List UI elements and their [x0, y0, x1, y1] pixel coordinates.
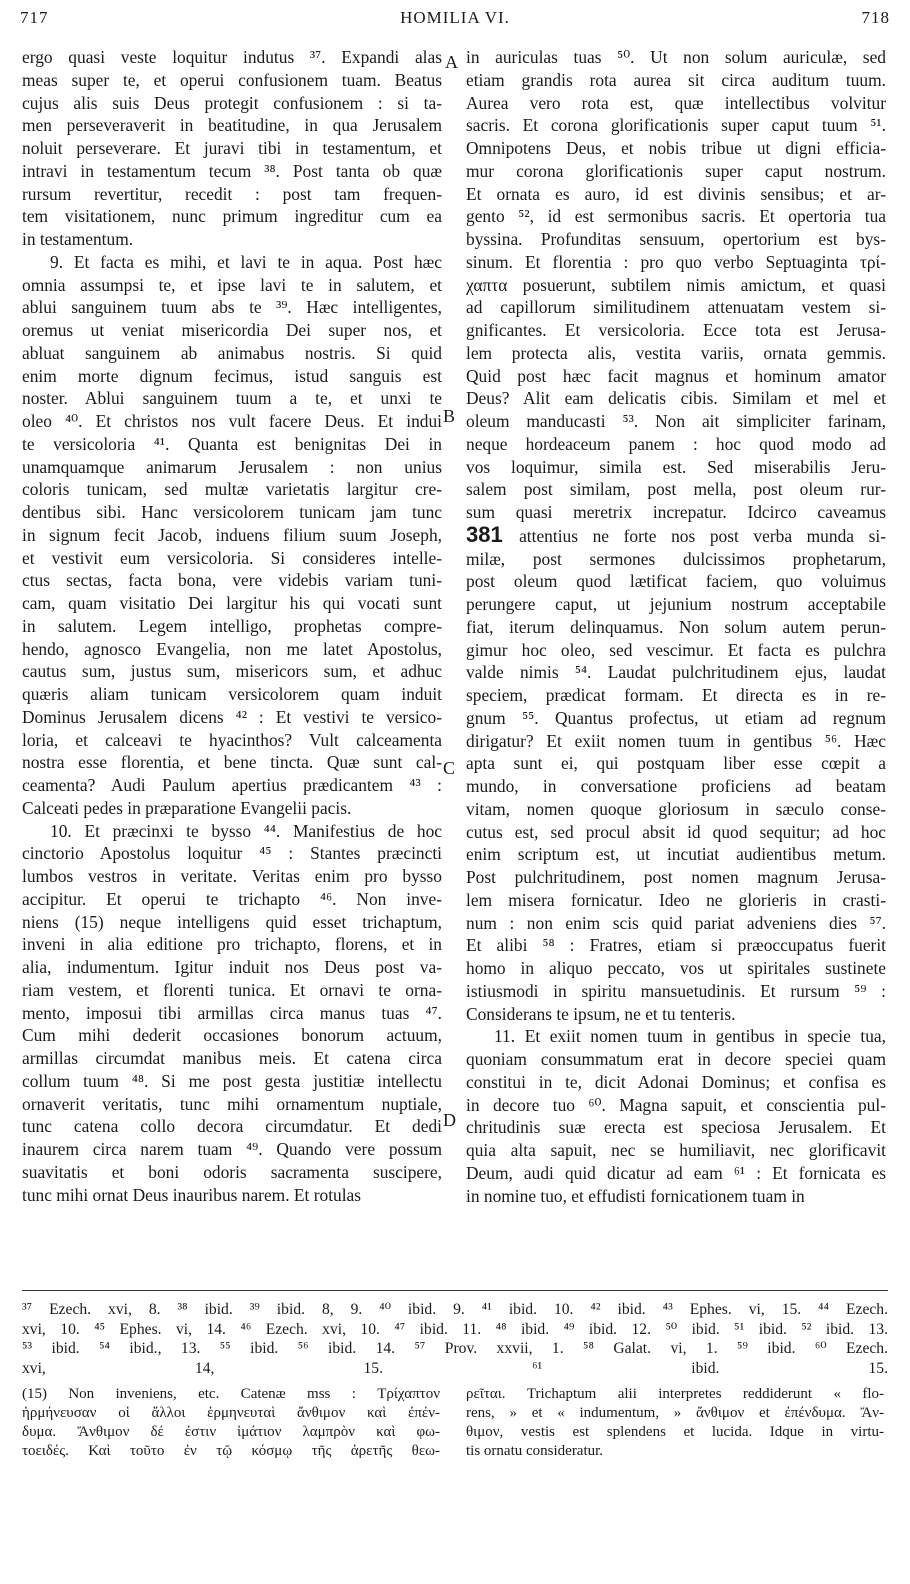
right-column: [466, 46, 886, 1207]
text-line: Aurea vero rota est, quæ intellectibus volvitur: [466, 92, 886, 113]
critical-note-line: τοειδές. Καὶ τοῦτο ἐν τῷ κόσμῳ τῆς ἀρετῆς θεω-: [22, 1443, 440, 1459]
text-line: cam, quam visitatio Dei largitur his qui vocati sunt: [22, 593, 442, 613]
critical-note-line: δυμα. Ἄνθιμον δέ ἐστιν ἱμάτιον λαμπρὸν καὶ φω-: [22, 1424, 440, 1440]
left-column: [22, 46, 442, 1206]
text-line: quæris aliam tunicam versicolorem quam induit: [22, 684, 442, 704]
text-line: tunc catena collo decora circumdatur. Et dedi: [22, 1116, 442, 1137]
text-line: sum quasi meretrix increpatur. Idcirco caveamus: [466, 502, 886, 522]
text-line: cautus sum, justus sum, misericors sum, et adhuc: [22, 661, 442, 682]
margin-letter-a: A: [445, 52, 458, 72]
text-line: tem visitationem, nunc primum ingreditur cum ea: [22, 206, 442, 227]
text-line: collum tuum ⁴⁸. Si me post gesta justitiæ intellectu: [22, 1070, 442, 1091]
critical-note-line: ἡρμήνευσαν οἱ ἄλλοι ἑρμηνευταὶ ἄνθιμον καὶ ἐπέν-: [22, 1405, 440, 1421]
text-line: salem post similam, post mella, post oleum rur-: [466, 479, 886, 500]
text-line: etiam grandis rota aurea sit circa auditum tuum.: [466, 69, 886, 90]
text-line: oremus ut veniat misericordia Dei super nos, et: [22, 320, 442, 340]
text-line: Dominus Jerusalem dicens ⁴² : Et vestivi te versico-: [22, 706, 442, 727]
text-line: hendo, agnosco Evangelia, non me latet Apostolus,: [22, 638, 442, 659]
text-line: noster. Ablui sanguinem tuum a te, et unxi te: [22, 388, 442, 409]
margin-letter-d: D: [443, 1110, 456, 1130]
text-line: quia alta sapuit, nec se humiliavit, nec glorificavit: [466, 1140, 886, 1160]
text-line: in decore tuo ⁶⁰. Magna sapuit, et conscientia pul-: [466, 1094, 886, 1115]
text-line: speciem, prædicat formam. Et directa es in re-: [466, 685, 886, 705]
text-line: sacris. Et corona glorificationis super caput tuum ⁵¹.: [466, 115, 886, 136]
text-line: in auriculas tuas ⁵⁰. Ut non solum auriculæ, sed: [466, 47, 886, 67]
text-line: loria, et calceavi te hyacinthos? Vult calceamenta: [22, 729, 442, 750]
critical-note-line: (15) Non inveniens, etc. Catenæ mss : Τρίχαπτον: [22, 1386, 440, 1402]
text-line: valde nimis ⁵⁴. Laudat pulchritudinem ejus, laudat: [466, 662, 886, 683]
text-line: in salutem. Legem intelligo, prophetas compre-: [22, 615, 442, 636]
page-number-right: 718: [861, 8, 890, 27]
text-line: istiusmodi in spiritu mansuetudinis. Et rursum ⁵⁹ :: [466, 980, 886, 1001]
text-line: inaurem circa narem tuam ⁴⁹. Quando vere possum: [22, 1139, 442, 1159]
text-line: te versicoloria ⁴¹. Quanta est benignitas Dei in: [22, 433, 442, 454]
text-line: enim scriptum est, ut incutiat audientibus metum.: [466, 844, 886, 865]
margin-letter-b: B: [443, 406, 456, 426]
text-line: ablui sanguinem tuum abs te ³⁹. Hæc intelligentes,: [22, 297, 442, 318]
text-line: num : non enim scis quid pariat adveniens dies ⁵⁷.: [466, 912, 886, 933]
text-line: inveni in alia editione pro trichapto, florens, et in: [22, 934, 442, 955]
critical-note-line: ρεῖται. Trichaptum alii interpretes reddiderunt « flo-: [466, 1386, 884, 1402]
text-line: ergo quasi veste loquitur indutus ³⁷. Expandi alas: [22, 47, 442, 67]
text-line: gimur hoc oleo, sed vescimur. Et facta es pulchra: [466, 639, 886, 660]
running-title: HOMILIA VI.: [400, 8, 510, 27]
text-line: fiat, iterum delinquamus. Non solum autem perun-: [466, 616, 886, 637]
text-line: coloris tunicam, sed multæ varietatis largitur cre-: [22, 479, 442, 500]
text-line: ornaverit veritatis, tunc mihi ornamentum nuptiale,: [22, 1093, 442, 1114]
text-line: milæ, post sermones dulcissimos prophetarum,: [466, 548, 886, 569]
text-line: mur corona glorificationis super caput nostrum.: [466, 160, 886, 181]
text-line: 10. Et præcinxi te bysso ⁴⁴. Manifestius de hoc: [50, 820, 442, 841]
text-line: accipitur. Et operui te trichapto ⁴⁶. Non inve-: [22, 888, 442, 909]
text-line: Cum mihi dederit occasiones bonorum actuum,: [22, 1025, 442, 1046]
text-line: Calceati pedes in præparatione Evangelii pacis.: [22, 797, 352, 818]
text-line: gnum ⁵⁵. Quantus profectus, ut etiam ad regnum: [466, 707, 886, 728]
critical-note-line: θιμον, vestis est splendens et lucida. Idque in virtu-: [466, 1424, 884, 1440]
text-line: et vestivit eum versicoloria. Si consideres intelle-: [22, 547, 442, 568]
text-line: sinum. Et florentia : pro quo verbo Septuaginta τρί-: [466, 251, 886, 272]
text-line: chritudinis suæ erecta est speciosa Jerusalem. Et: [466, 1117, 886, 1138]
text-line: gento ⁵², id est sermonibus sacris. Et opertoria tua: [466, 206, 886, 227]
text-line: 9. Et facta es mihi, et lavi te in aqua. Post hæc: [50, 251, 442, 272]
text-line: 381 attentius ne forte nos post verba munda si-: [466, 523, 886, 547]
critical-note-line: rens, » et « indumentum, » ἄνθιμον et ἐπένδυμα. Ἄν-: [466, 1405, 884, 1421]
text-line: intravi in testamentum tecum ³⁸. Post tanta ob quæ: [22, 160, 442, 181]
text-line: ad capillorum similitudinem attenuatam vestem si-: [466, 297, 886, 318]
text-line: Deum, audi quid dicatur ad eam ⁶¹ : Et fornicata es: [466, 1162, 886, 1183]
text-line: suavitatis et boni odoris sacramenta suscipere,: [22, 1161, 442, 1182]
text-line: constitui in te, dicit Adonai Dominus; et confisa es: [466, 1071, 886, 1092]
text-line: vitam, nomen quoque gloriosum in sæculo conse-: [466, 798, 886, 819]
text-line: apta sunt ei, qui postquam liber esse cœpit a: [466, 753, 886, 774]
text-line: 11. Et exiit nomen tuum in gentibus in specie tua,: [494, 1026, 886, 1047]
text-line: nostra esse florentia, et bene tincta. Quæ sunt cal-: [22, 752, 442, 773]
text-line: oleo ⁴⁰. Et christos nos vult facere Deus. Et indui: [22, 411, 442, 431]
text-line: cutus est, sed procul absit id quod sequitur; ad hoc: [466, 821, 886, 842]
text-line: post oleum quod lætificat faciem, quo voluimus: [466, 571, 886, 592]
footnotes: [22, 1300, 888, 1378]
text-line: cinctorio Apostolus loquitur ⁴⁵ : Stantes præcincti: [22, 843, 442, 864]
page-number-left: 717: [20, 8, 49, 27]
text-line: gnificantes. Et versicoloria. Ecce tota est Jerusa-: [466, 320, 886, 340]
critical-note-line: tis ornatu consideratur.: [466, 1443, 604, 1459]
text-line: dentibus sibi. Hanc versicolorem tunicam jam tunc: [22, 502, 442, 522]
text-line: abluat sanguinem ab animabus nostris. Si quid: [22, 342, 442, 363]
margin-letter-c: C: [443, 758, 456, 778]
text-line: Quid post hæc facit magnus et hominum amator: [466, 365, 886, 386]
text-line: tunc mihi ornat Deus inauribus narem. Et rotulas: [22, 1184, 362, 1205]
text-line: alia, indumentum. Igitur induit nos Deus post va-: [22, 957, 442, 977]
text-line: armillas circumdat manibus meis. Et catena circa: [22, 1048, 442, 1068]
edition-page-marker: 381: [466, 523, 520, 547]
text-line: noluit perseverare. Et juravi tibi in testamentum, et: [22, 138, 442, 158]
text-line: χαπτα posuerunt, subtilem nimis amictum, et quasi: [466, 274, 886, 295]
text-line: rursum revertitur, recedit : post tam frequen-: [22, 183, 442, 204]
text-line: Et ornata es auro, id est divinis sensibus; et ar-: [466, 183, 886, 204]
text-line: men perseveraverit in beatitudine, in qua Jerusalem: [22, 115, 442, 136]
footnote-line: ⁵³ ibid. ⁵⁴ ibid., 13. ⁵⁵ ibid. ⁵⁶ ibid. 14. ⁵⁷ Prov. xxvii, 1. ⁵⁸ Galat. vi, 1. ⁵⁹ ibid. ⁶⁰ Ezech.: [22, 1340, 888, 1357]
text-line: ceamenta? Audi Paulum apertius prædicantem ⁴³ :: [22, 775, 442, 795]
footnote-line: ³⁷ Ezech. xvi, 8. ³⁸ ibid. ³⁹ ibid. 8, 9. ⁴⁰ ibid. 9. ⁴¹ ibid. 10. ⁴² ibid. ⁴³ Ephes. vi, 15. ⁴⁴ Ezech.: [22, 1301, 888, 1318]
text-line: in testamentum.: [22, 229, 134, 249]
text-line: omnia assumpsi te, et ipse lavi te in salutem, et: [22, 274, 442, 295]
text-line: in signum fecit Jacob, induens filium suum Joseph,: [22, 524, 442, 545]
text-line: byssina. Profunditas sensuum, opertorium est bys-: [466, 229, 886, 249]
text-line: quoniam consummatum erat in decore speciei quam: [466, 1049, 886, 1069]
text-line: cujus alis suis Deus protegit confusionem : si ta-: [22, 92, 442, 113]
text-line: niens (15) neque intelligens quid esset trichaptum,: [22, 911, 442, 932]
text-line: homo in aliquo peccato, vos ut spiritales sustinete: [466, 958, 886, 978]
text-line: enim morte dignum fecimus, istud sanguis est: [22, 365, 442, 386]
text-line: Considerans te ipsum, ne et tu tenteris.: [466, 1003, 736, 1024]
text-line: meas super te, et operui confusionem tuam. Beatus: [22, 69, 442, 90]
text-line: in nomine tuo, et effudisti fornicationem tuam in: [466, 1185, 805, 1206]
critical-note-right: [466, 1385, 884, 1461]
text-line: neque hordeaceum panem : hoc quod modo ad: [466, 433, 886, 454]
text-line: riam vestem, et florenti tunica. Et ornavi te orna-: [22, 979, 442, 1000]
text-line: Deus? Alit eam delicatis cibis. Similam et mel et: [466, 388, 886, 409]
text-line: ctus sectas, facta bona, vere videbis variam tuni-: [22, 570, 442, 591]
text-line: Et alibi ⁵⁸ : Fratres, etiam si præoccupatus fuerit: [466, 935, 886, 956]
text-line: unamquamque animarum Jerusalem : non unius: [22, 456, 442, 477]
text-line: perungere caput, ut jejunium nostrum acceptabile: [466, 594, 886, 614]
text-line: vos loquimur, simila est. Sed miserabilis Jeru-: [466, 456, 886, 477]
text-line: dirigatur? Et exiit nomen tuum in gentibus ⁵⁶. Hæc: [466, 730, 886, 751]
text-line: lumbos vestros in veritate. Veritas enim pro bysso: [22, 866, 442, 886]
text-line: lem protecta alis, vestita variis, ornata gemmis.: [466, 342, 886, 363]
footnote-rule: [22, 1290, 888, 1291]
text-line: mundo, in conversatione proficiens ad beatam: [466, 776, 886, 796]
text-line: Omnipotens Deus, et nobis tribue ut digni efficia-: [466, 138, 886, 158]
text-line: lem misera fornicatur. Ideo ne glorieris in crasti-: [466, 889, 886, 910]
text-line: oleum manducasti ⁵³. Non ait simpliciter farinam,: [466, 411, 886, 431]
text-line: Post pulchritudinem, post nomen magnum Jerusa-: [466, 867, 886, 887]
text-line: mento, imposui tibi armillas circa manus tuas ⁴⁷.: [22, 1002, 442, 1023]
footnote-line: xvi, 14, 15. ⁶¹ ibid. 15.: [22, 1359, 888, 1377]
page-header: [20, 8, 890, 32]
critical-note-left: [22, 1385, 440, 1461]
footnote-line: xvi, 10. ⁴⁵ Ephes. vi, 14. ⁴⁶ Ezech. xvi, 10. ⁴⁷ ibid. 11. ⁴⁸ ibid. ⁴⁹ ibid. 12. ⁵⁰ ibid. ⁵¹ ibid. ⁵² ibid. 13.: [22, 1320, 888, 1338]
